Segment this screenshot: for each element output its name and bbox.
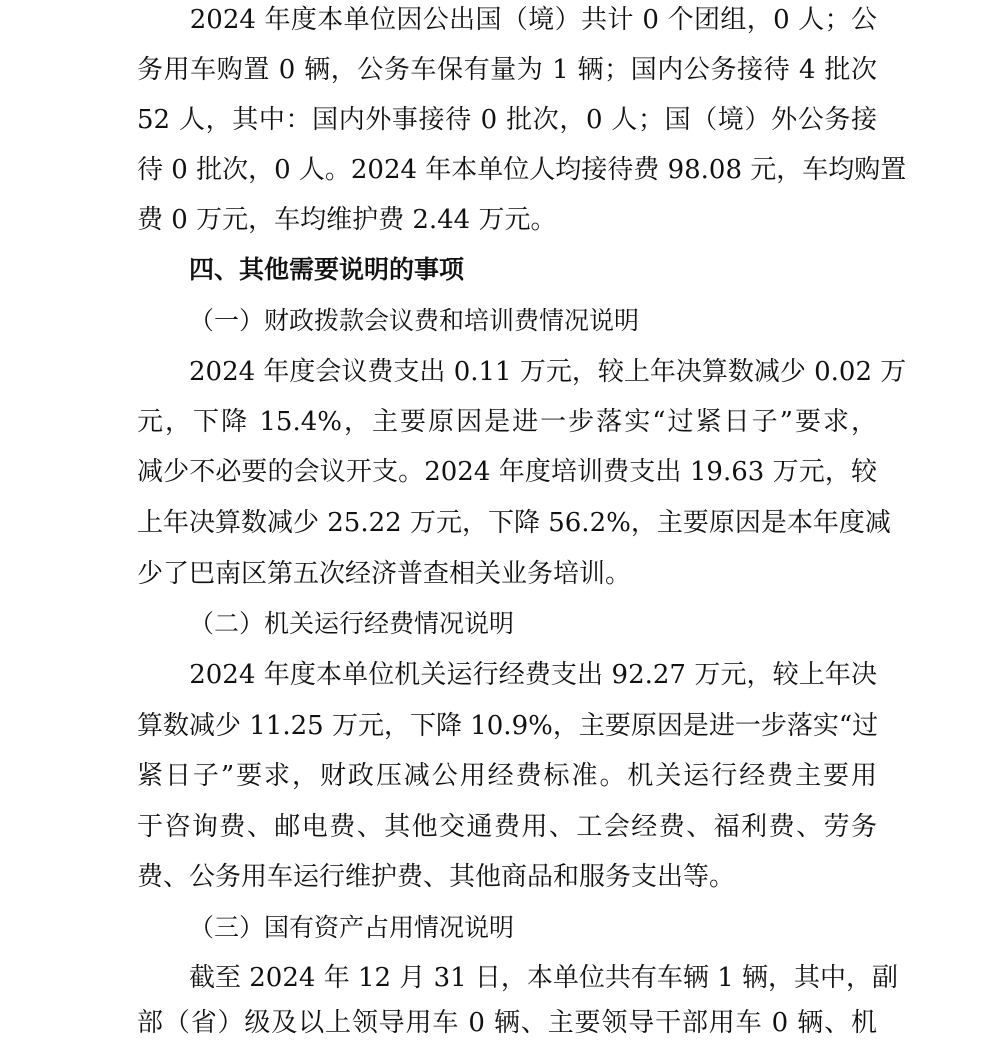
subsection-heading-meeting-training: （一）财政拨款会议费和培训费情况说明: [189, 306, 640, 335]
text-line: 2024 年度会议费支出 0.11 万元，较上年决算数减少 0.02 万: [137, 357, 907, 387]
text-line: 2024 年度本单位机关运行经费支出 92.27 万元，较上年决: [137, 660, 877, 690]
text-line: 元，下降 15.4%，主要原因是进一步落实“过紧日子”要求，: [137, 407, 877, 437]
text-line: 费、公务用车运行维护费、其他商品和服务支出等。: [137, 862, 736, 892]
subsection-heading-operating-expenses: （二）机关运行经费情况说明: [189, 609, 515, 638]
text-line: 截至 2024 年 12 月 31 日，本单位共有车辆 1 辆，其中，副: [137, 963, 898, 993]
section-heading: 四、其他需要说明的事项: [189, 255, 465, 284]
text-line: 部（省）级及以上领导用车 0 辆、主要领导干部用车 0 辆、机: [137, 1008, 877, 1038]
text-line: 紧日子”要求，财政压减公用经费标准。机关运行经费主要用: [137, 761, 877, 791]
text-line: 上年决算数减少 25.22 万元，下降 56.2%，主要原因是本年度减: [137, 508, 891, 538]
text-line: 少了巴南区第五次经济普查相关业务培训。: [137, 559, 632, 589]
text-line: 务用车购置 0 辆，公务车保有量为 1 辆；国内公务接待 4 批次: [137, 55, 877, 85]
text-line: 减少不必要的会议开支。2024 年度培训费支出 19.63 万元，较: [137, 457, 877, 487]
subsection-heading-state-assets: （三）国有资产占用情况说明: [189, 913, 515, 942]
text-line: 52 人，其中：国内外事接待 0 批次，0 人；国（境）外公务接: [137, 105, 877, 135]
text-line: 2024 年度本单位因公出国（境）共计 0 个团组，0 人；公: [137, 5, 877, 35]
text-line: 算数减少 11.25 万元，下降 10.9%，主要原因是进一步落实“过: [137, 711, 879, 741]
text-line: 费 0 万元，车均维护费 2.44 万元。: [137, 205, 557, 235]
text-line: 待 0 批次，0 人。2024 年本单位人均接待费 98.08 元，车均购置: [137, 155, 907, 185]
text-line: 于咨询费、邮电费、其他交通费用、工会经费、福利费、劳务: [137, 812, 877, 842]
